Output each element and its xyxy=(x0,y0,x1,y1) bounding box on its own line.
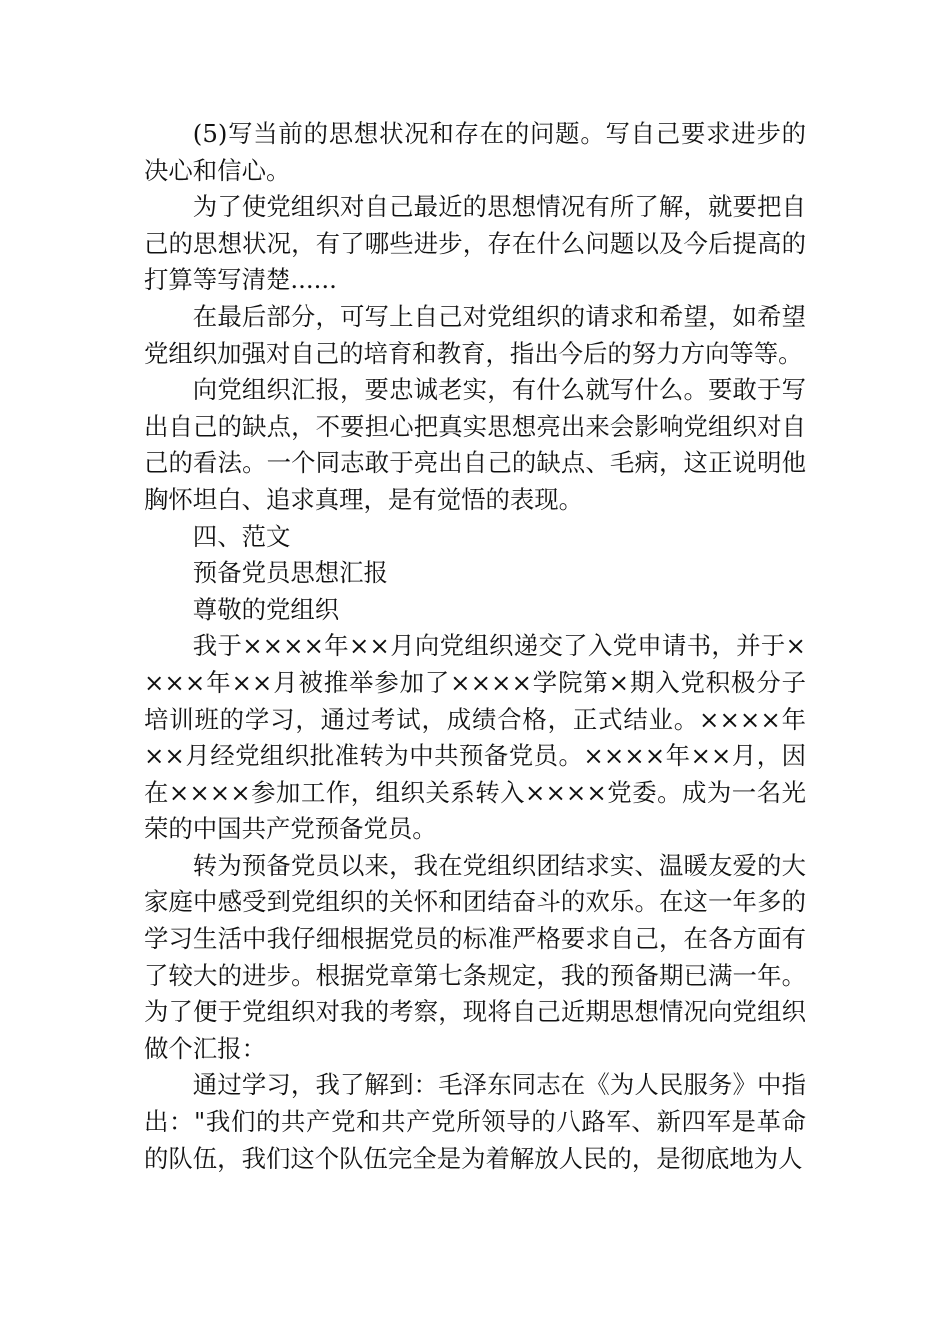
paragraph-probation: 转为预备党员以来，我在党组织团结求实、温暖友爱的大家庭中感受到党组织的关怀和团结奋斗的欢乐。在这一年多的学习生活中我仔细根据党员的标准严格要求自己，在各方面有了较大的进步。根据党章第七条规定，我的预备期已满一年。为了便于党组织对我的考察，现将自己近期思想情况向党组织做个汇报： xyxy=(144,850,806,1063)
paragraph-final-part: 在最后部分，可写上自己对党组织的请求和希望，如希望党组织加强对自己的培育和教育，指出今后的努力方向等等。 xyxy=(144,301,806,368)
document-page xyxy=(144,116,806,1177)
salutation: 尊敬的党组织 xyxy=(192,594,340,624)
paragraph-understanding: 为了使党组织对自己最近的思想情况有所了解，就要把自己的思想状况，有了哪些进步，存在什么问题以及今后提高的打算等写清楚...... xyxy=(144,192,806,295)
section-heading-sample: 四、范文 xyxy=(192,521,291,551)
paragraph-study: 通过学习，我了解到：毛泽东同志在《为人民服务》中指出："我们的共产党和共产党所领导的八路军、新四军是革命的队伍，我们这个队伍完全是为着解放人民的，是彻底地为人 xyxy=(144,1070,806,1173)
paragraph-point-5: (5)写当前的思想状况和存在的问题。写自己要求进步的决心和信心。 xyxy=(144,119,806,185)
paragraph-history: 我于××××年××月向党组织递交了入党申请书，并于××××年××月被推举参加了××××学院第×期入党积极分子培训班的学习，通过考试，成绩合格，正式结业。××××年××月经党组织批准转为中共预备党员。××××年××月，因在××××参加工作，组织关系转入××××党委。成为一名光荣的中国共产党预备党员。 xyxy=(144,631,806,844)
paragraph-honesty: 向党组织汇报，要忠诚老实，有什么就写什么。要敢于写出自己的缺点，不要担心把真实思想亮出来会影响党组织对自己的看法。一个同志敢于亮出自己的缺点、毛病，这正说明他胸怀坦白、追求真理，是有觉悟的表现。 xyxy=(144,375,806,514)
sample-title: 预备党员思想汇报 xyxy=(192,558,388,588)
